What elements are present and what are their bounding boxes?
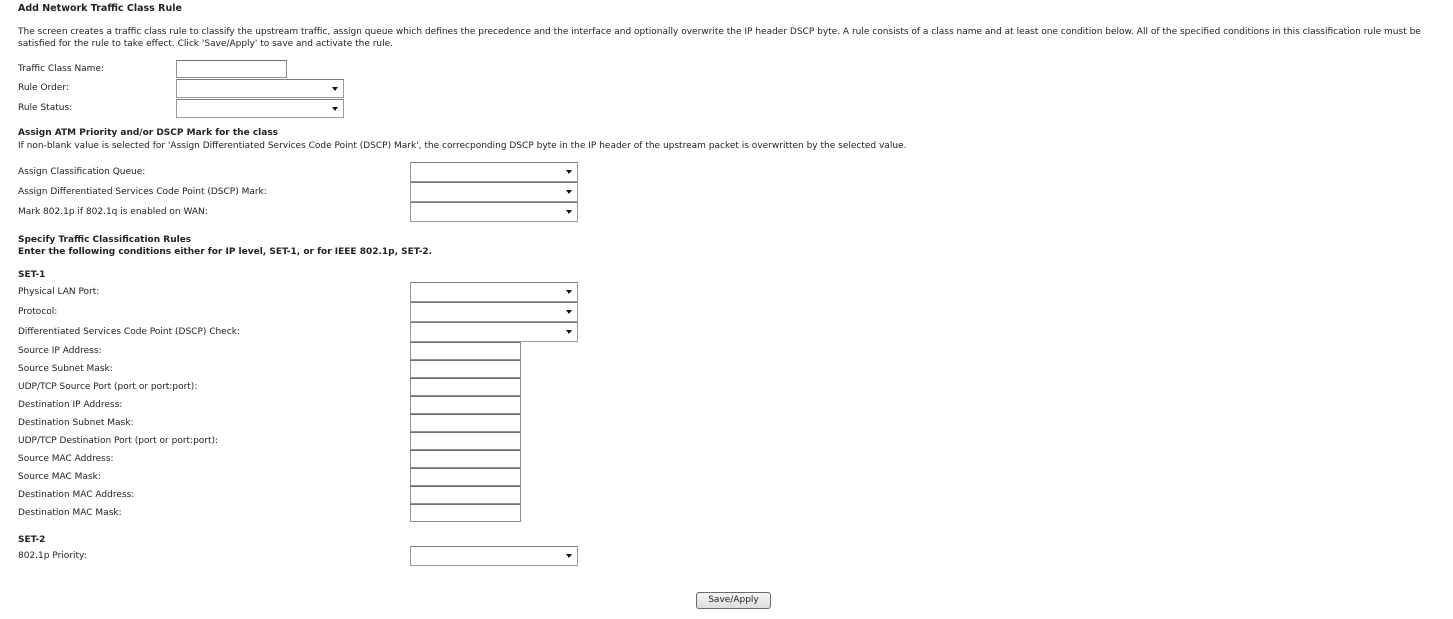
destination-ip-label: Destination IP Address:: [18, 400, 123, 410]
source-mac-label: Source MAC Address:: [18, 454, 114, 464]
destination-mac-input[interactable]: [410, 486, 521, 504]
dscp-mark-select[interactable]: [410, 182, 578, 202]
protocol-label: Protocol:: [18, 307, 58, 317]
rules-subheading: Enter the following conditions either for IP level, SET-1, or for IEEE 802.1p, SET-2.: [18, 247, 433, 257]
classification-queue-select[interactable]: [410, 162, 578, 182]
dscp-mark-label: Assign Differentiated Services Code Point (DSCP) Mark:: [18, 187, 267, 197]
traffic-class-name-label: Traffic Class Name:: [18, 64, 105, 74]
rule-order-select[interactable]: [176, 79, 344, 98]
save-apply-button[interactable]: Save/Apply: [696, 592, 771, 609]
physical-lan-port-label: Physical LAN Port:: [18, 287, 100, 297]
destination-mac-mask-label: Destination MAC Mask:: [18, 508, 122, 518]
source-port-input[interactable]: [410, 378, 521, 396]
dscp-check-select[interactable]: [410, 322, 578, 342]
chevron-down-icon: [332, 87, 338, 91]
rules-heading: Specify Traffic Classification Rules: [18, 235, 192, 245]
source-ip-input[interactable]: [410, 342, 521, 360]
destination-port-label: UDP/TCP Destination Port (port or port:port):: [18, 436, 219, 446]
destination-subnet-mask-label: Destination Subnet Mask:: [18, 418, 134, 428]
destination-ip-input[interactable]: [410, 396, 521, 414]
protocol-select[interactable]: [410, 302, 578, 322]
rule-status-select[interactable]: [176, 99, 344, 118]
mark-8021p-select[interactable]: [410, 202, 578, 222]
physical-lan-port-select[interactable]: [410, 282, 578, 302]
classification-queue-label: Assign Classification Queue:: [18, 167, 146, 177]
chevron-down-icon: [566, 190, 572, 194]
destination-subnet-mask-input[interactable]: [410, 414, 521, 432]
8021p-priority-label: 802.1p Priority:: [18, 551, 87, 561]
dscp-check-label: Differentiated Services Code Point (DSCP) Check:: [18, 327, 240, 337]
source-subnet-mask-label: Source Subnet Mask:: [18, 364, 113, 374]
rule-order-label: Rule Order:: [18, 83, 69, 93]
assign-note: If non-blank value is selected for 'Assign Differentiated Services Code Point (DSCP) Mark', the correcponding DSCP byte in the IP header of the upstream packet is overwritten by the selected value.: [18, 141, 907, 151]
source-port-label: UDP/TCP Source Port (port or port:port):: [18, 382, 198, 392]
destination-mac-label: Destination MAC Address:: [18, 490, 135, 500]
assign-heading: Assign ATM Priority and/or DSCP Mark for the class: [18, 128, 279, 138]
chevron-down-icon: [566, 210, 572, 214]
chevron-down-icon: [566, 330, 572, 334]
chevron-down-icon: [566, 170, 572, 174]
source-mac-input[interactable]: [410, 450, 521, 468]
rule-status-label: Rule Status:: [18, 103, 73, 113]
source-ip-label: Source IP Address:: [18, 346, 102, 356]
chevron-down-icon: [566, 310, 572, 314]
8021p-priority-select[interactable]: [410, 546, 578, 566]
chevron-down-icon: [332, 107, 338, 111]
page-description: The screen creates a traffic class rule to classify the upstream traffic, assign queue which defines the precedence and the interface and optionally overwrite the IP header DSCP byte. A rule consists of a class name and at least one condition below. All of the specified conditions in this classification rule must be satisfied for the rule to take effect. Click 'Save/Apply' to save and activate the rule.: [18, 27, 1421, 49]
source-mac-mask-input[interactable]: [410, 468, 521, 486]
source-mac-mask-label: Source MAC Mask:: [18, 472, 101, 482]
chevron-down-icon: [566, 290, 572, 294]
chevron-down-icon: [566, 554, 572, 558]
page-title: Add Network Traffic Class Rule: [18, 3, 182, 14]
destination-port-input[interactable]: [410, 432, 521, 450]
set1-heading: SET-1: [18, 270, 46, 280]
traffic-class-name-input[interactable]: [176, 60, 287, 78]
source-subnet-mask-input[interactable]: [410, 360, 521, 378]
mark-8021p-label: Mark 802.1p if 802.1q is enabled on WAN:: [18, 207, 208, 217]
set2-heading: SET-2: [18, 535, 46, 545]
destination-mac-mask-input[interactable]: [410, 504, 521, 522]
